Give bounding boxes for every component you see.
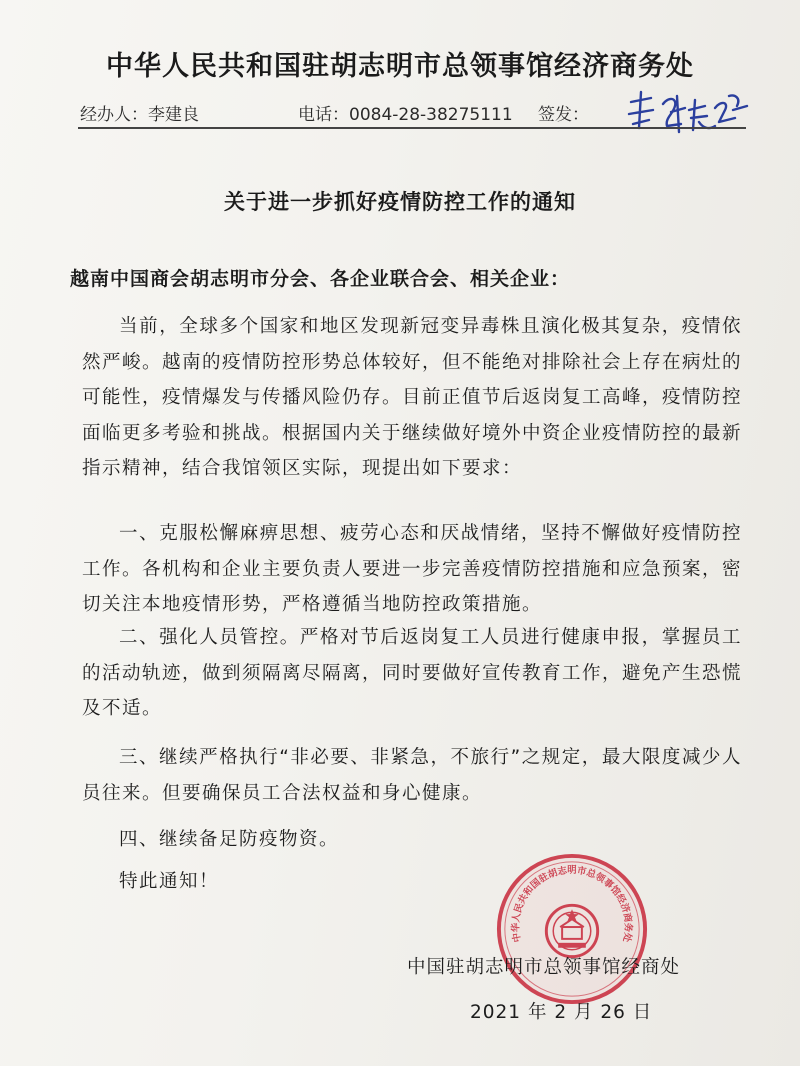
approval-label: 签发： [538,105,589,125]
paragraph-item-1: 一、克服松懈麻痹思想、疲劳心态和厌战情绪，坚持不懈做好疫情防控工作。各机构和企业主要负责人要进一步完善疫情防控措施和应急预案，密切关注本地疫情形势，严格遵循当地防控政策措施。 [82,523,743,615]
notice-title: 关于进一步抓好疫情防控工作的通知 [224,190,576,214]
paragraph-item-3: 三、继续严格执行“非必要、非紧急，不旅行”之规定，最大限度减少人员往来。但要确保员工合法权益和身心健康。 [82,747,742,804]
salutation: 越南中国商会胡志明市分会、各企业联合会、相关企业： [70,268,571,290]
issuing-org: 中国驻胡志明市总领事馆经商处 [407,957,681,978]
paragraph-item-4: 四、继续备足防疫物资。 [119,829,340,850]
official-seal [493,850,651,1008]
seal-ring-text: 中华人民共和国驻胡志明市总领事馆经济商务处 [510,865,634,944]
paragraph-intro: 当前，全球多个国家和地区发现新冠变异毒株且演化极其复杂，疫情依然严峻。越南的疫情防控形势总体较好，但不能绝对排除社会上存在病灶的可能性，疫情爆发与传播风险仍存。目前正值节后返岗复工高峰，疫情防控面临更多考验和挑战。根据国内关于继续做好境外中资企业疫情防控的最新指示精神，结合我馆领区实际，现提出如下要求： [82,316,743,479]
header-divider [78,127,746,129]
handwritten-signature [625,88,755,143]
handler-label: 经办人：李建良 [80,105,199,125]
phone-label: 电话：0084-28-38275111 [298,105,513,125]
paragraph-closing: 特此通知！ [119,871,220,892]
issue-date: 2021 年 2 月 26 日 [470,1002,653,1023]
letterhead-title: 中华人民共和国驻胡志明市总领事馆经济商务处 [106,51,694,82]
paragraph-item-2: 二、强化人员管控。严格对节后返岗复工人员进行健康申报，掌握员工的活动轨迹，做到须隔离尽隔离，同时要做好宣传教育工作，避免产生恐慌及不适。 [82,627,743,719]
